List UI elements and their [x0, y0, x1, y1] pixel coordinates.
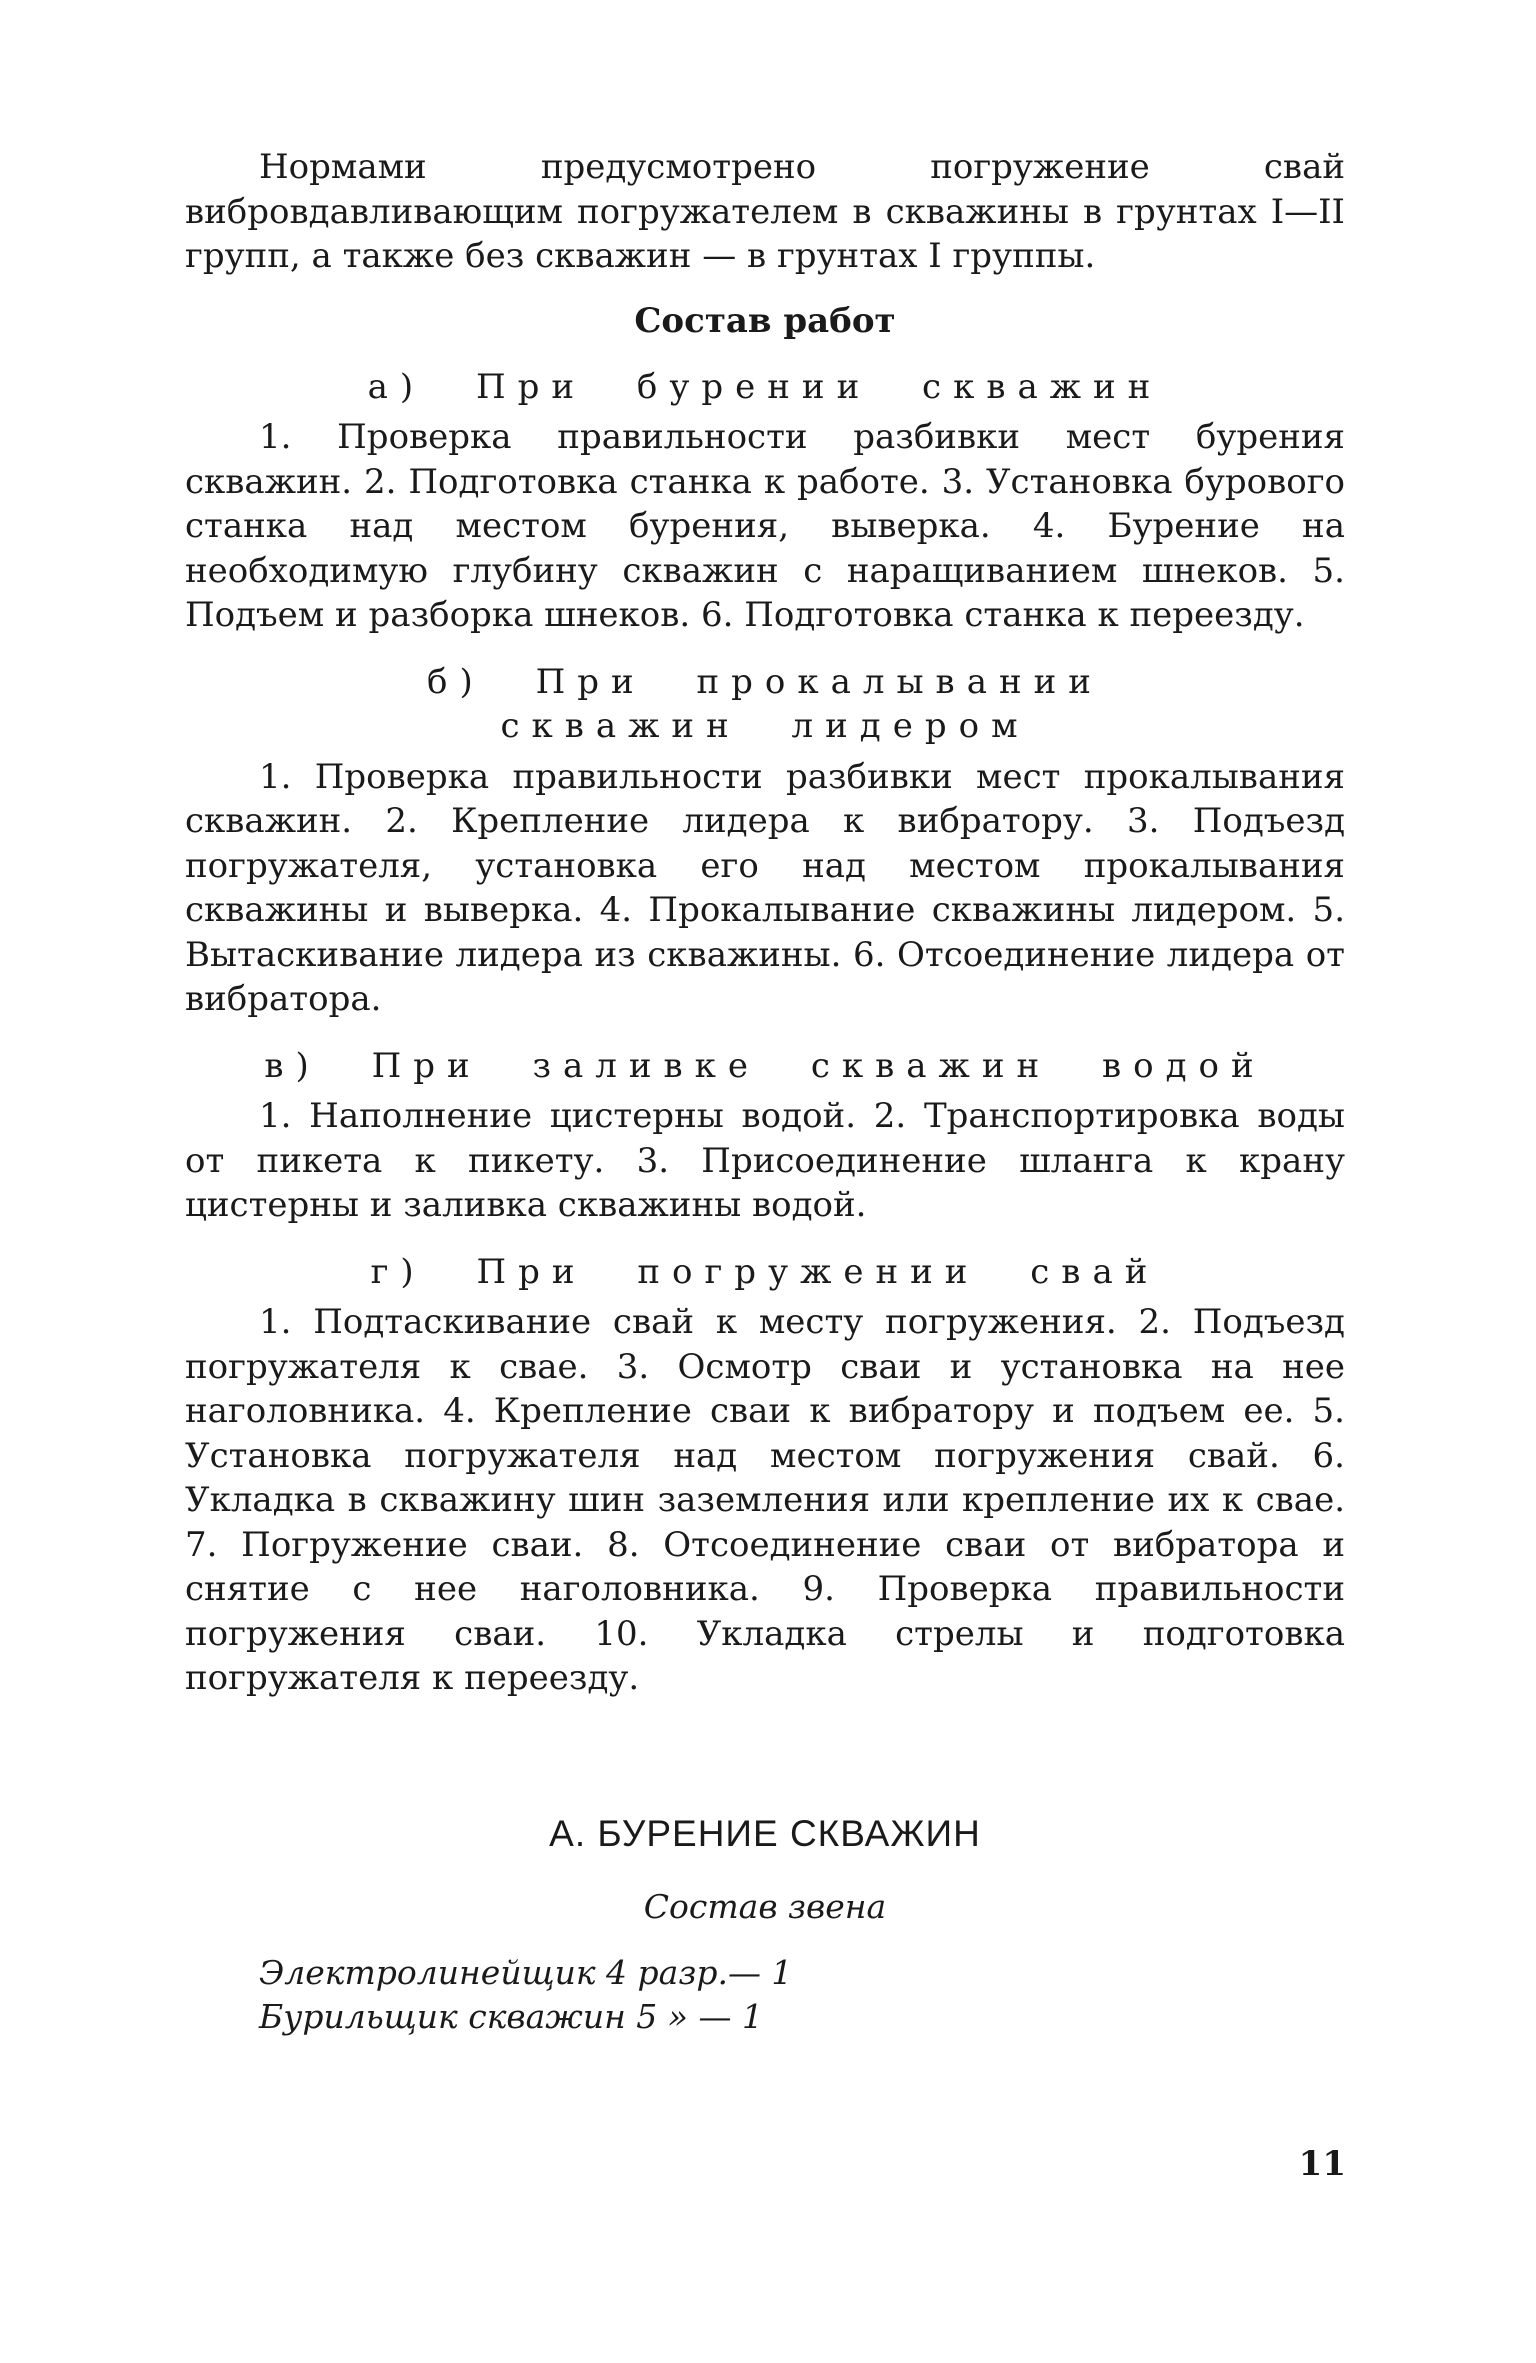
document-page: [185, 145, 1345, 2039]
intro-paragraph: Нормами предусмотрено погружение свай вибровдавливающим погружателем в скважины в грунтах I—II групп, а также без скважин — в грунтах I группы.: [185, 147, 1345, 276]
section-a-text: 1. Проверка правильности разбивки мест бурения скважин. 2. Подготовка станка к работе. 3. Установка бурового станка над местом бурения, выверка. 4. Бурение на необходимую глубину скважин с наращиванием шнеков. 5. Подъем и разборка шнеков. 6. Подготовка станка к переезду.: [185, 417, 1345, 635]
section-b-heading-line1: б) При прокалывании: [427, 661, 1103, 702]
section-d-heading: г) При погружении свай: [370, 1251, 1160, 1292]
section-c-heading: в) При заливке скважин водой: [264, 1045, 1266, 1086]
crew-line-electrician: Электролинейщик 4 разр.— 1: [259, 1952, 793, 1992]
crew-line-driller: Бурильщик скважин 5 » — 1: [259, 1996, 763, 2036]
section-b-text: 1. Проверка правильности разбивки мест прокалывания скважин. 2. Крепление лидера к вибратору. 3. Подъезд погружателя, установка его над местом прокалывания скважины и выверка. 4. Прокалывание скважины лидером. 5. Вытаскивание лидера из скважины. 6. Отсоединение лидера от вибратора.: [185, 756, 1345, 1019]
crew-composition-title: Состав звена: [643, 1886, 887, 1926]
section-a-heading: а) При бурении скважин: [367, 366, 1163, 407]
work-composition-title: Состав работ: [634, 300, 896, 341]
page-number: 11: [1298, 2144, 1346, 2184]
section-d-text: 1. Подтаскивание свай к месту погружения. 2. Подъезд погружателя к свае. 3. Осмотр сваи и установка на нее наголовника. 4. Крепление сваи к вибратору и подъем ее. 5. Установка погружателя над местом погружения свай. 6. Укладка в скважину шин заземления или крепление их к свае. 7. Погружение сваи. 8. Отсоединение сваи от вибратора и снятие с нее наголовника. 9. Проверка правильности погружения сваи. 10. Укладка стрелы и подготовка погружателя к переезду.: [185, 1302, 1345, 1698]
section-b-heading-line2: скважин лидером: [500, 706, 1030, 746]
drilling-main-heading: А. БУРЕНИЕ СКВАЖИН: [549, 1812, 981, 1854]
section-c-text: 1. Наполнение цистерны водой. 2. Транспортировка воды от пикета к пикету. 3. Присоединение шланга к крану цистерны и заливка скважины водой.: [185, 1096, 1345, 1225]
